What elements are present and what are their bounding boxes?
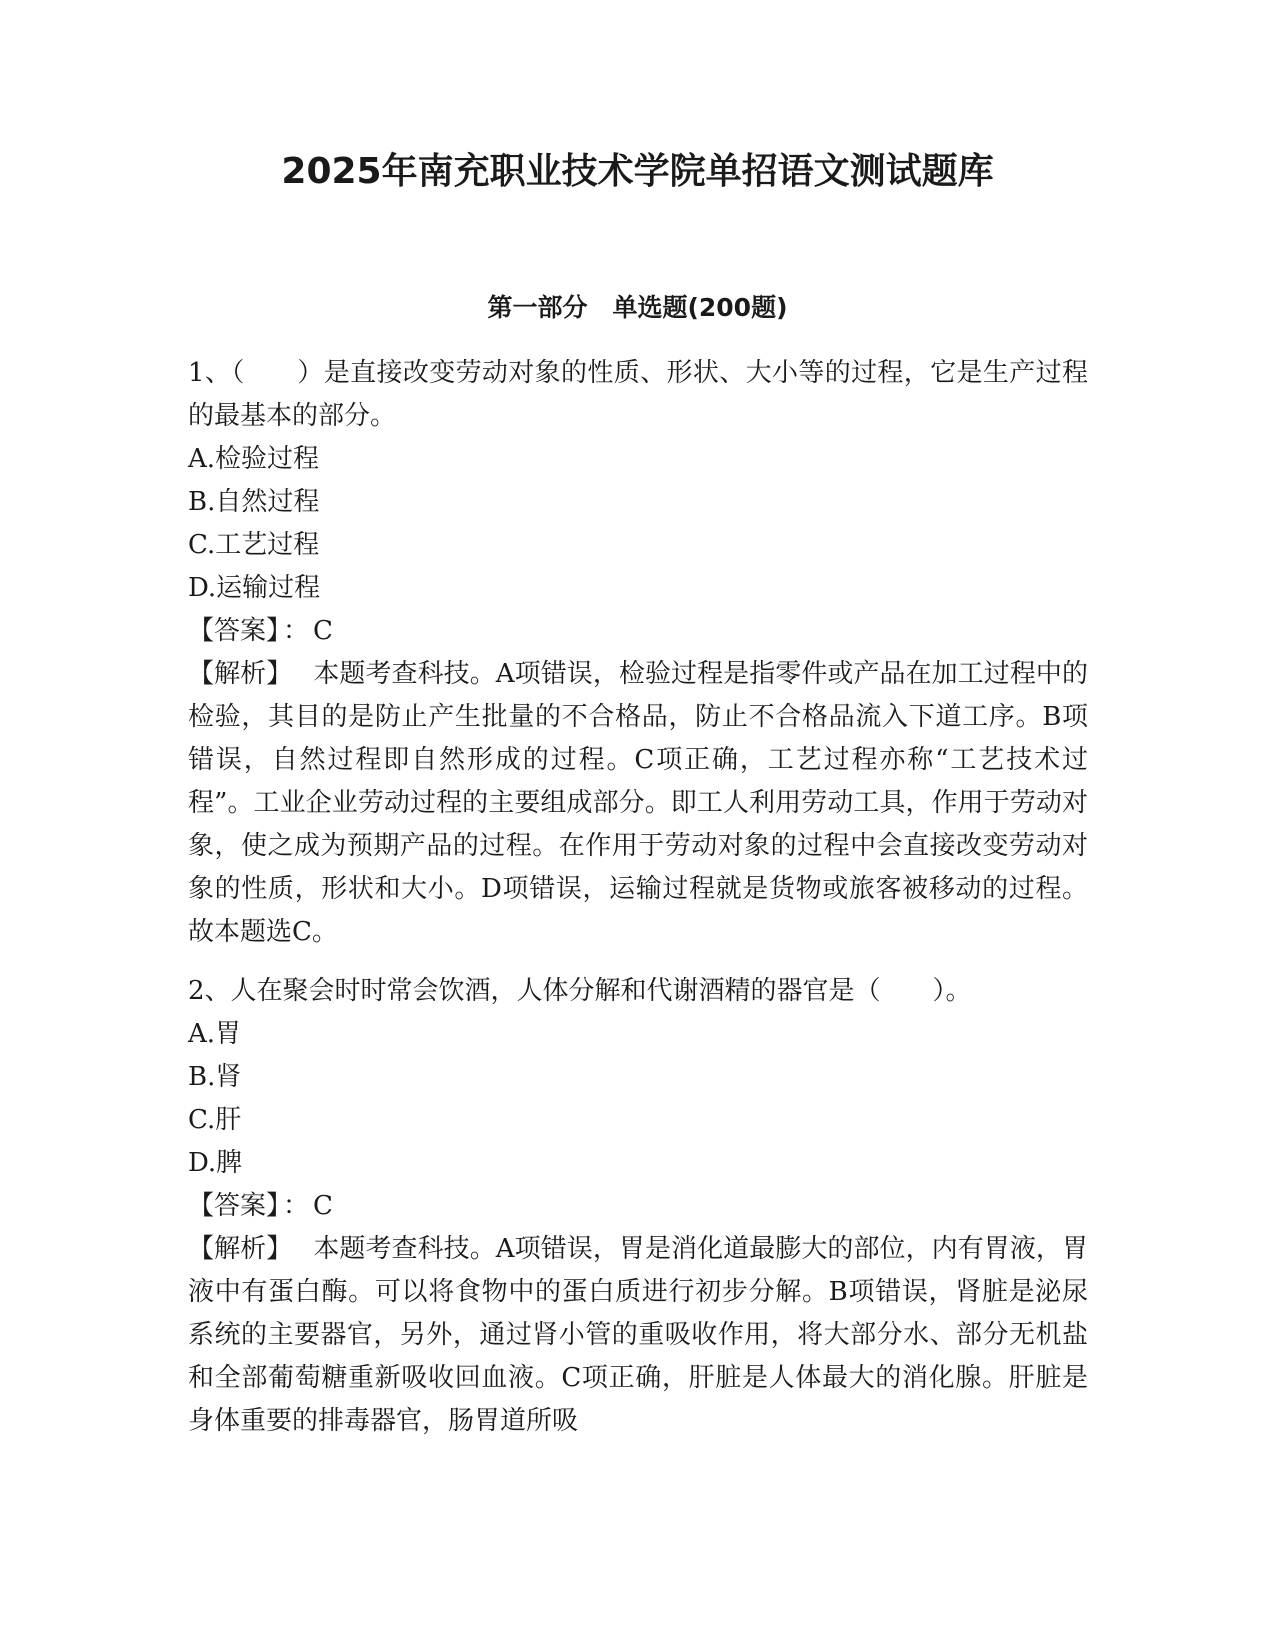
section-title: 第一部分 单选题(200题) (487, 293, 788, 322)
analysis-label: 【解析】 (188, 1234, 280, 1264)
document-title: 2025年南充职业技术学院单招语文测试题库 (281, 151, 994, 192)
analysis-paragraph (188, 653, 1088, 954)
option-d: D.脾 (188, 1148, 243, 1178)
answer-value: C (313, 616, 333, 646)
answer-label: 【答案】 (188, 1191, 280, 1221)
analysis-text: 本题考查科技。A项错误，胃是消化道最膨大的部位，内有胃液，胃液中有蛋白酶。可以将食物中的蛋白质进行初步分解。B项错误，肾脏是泌尿系统的主要器官，另外，通过肾小管的重吸收作用，将大部分水、部分无机盐和全部葡萄糖重新吸收回血液。C项正确，肝脏是人体最大的消化腺。肝脏是身体重要的排毒器官，肠胃道所吸 (188, 1234, 1088, 1436)
answer-line (188, 610, 1088, 653)
analysis-label: 【解析】 (188, 659, 280, 689)
answer-separator: ： (283, 1191, 310, 1221)
answer-separator: ： (283, 616, 310, 646)
option-a: A.检验过程 (188, 444, 320, 474)
answer-value: C (313, 1191, 333, 1221)
option-d: D.运输过程 (188, 573, 321, 603)
analysis-text: 本题考查科技。A项错误，检验过程是指零件或产品在加工过程中的检验，其目的是防止产生批量的不合格品，防止不合格品流入下道工序。B项错误，自然过程即自然形成的过程。C项正确，工艺过程亦称“工艺技术过程”。工业企业劳动过程的主要组成部分。即工人利用劳动工具，作用于劳动对象，使之成为预期产品的过程。在作用于劳动对象的过程中会直接改变劳动对象的性质，形状和大小。D项错误，运输过程就是货物或旅客被移动的过程。故本题选C。 (188, 659, 1088, 947)
option-a: A.胃 (188, 1019, 242, 1049)
question-stem: 1、（ ）是直接改变劳动对象的性质、形状、大小等的过程，它是生产过程的最基本的部分。 (188, 358, 1088, 431)
option-c: C.工艺过程 (188, 530, 320, 560)
answer-line (188, 1185, 1088, 1228)
question-item (188, 970, 1088, 1443)
question-item (188, 352, 1088, 954)
option-b: B.肾 (188, 1062, 242, 1092)
option-b: B.自然过程 (188, 487, 320, 517)
analysis-paragraph (188, 1228, 1088, 1443)
question-stem: 2、人在聚会时时常会饮酒，人体分解和代谢酒精的器官是（ ）。 (188, 976, 972, 1006)
answer-label: 【答案】 (188, 616, 280, 646)
option-c: C.肝 (188, 1105, 242, 1135)
question-list (188, 352, 1088, 1449)
